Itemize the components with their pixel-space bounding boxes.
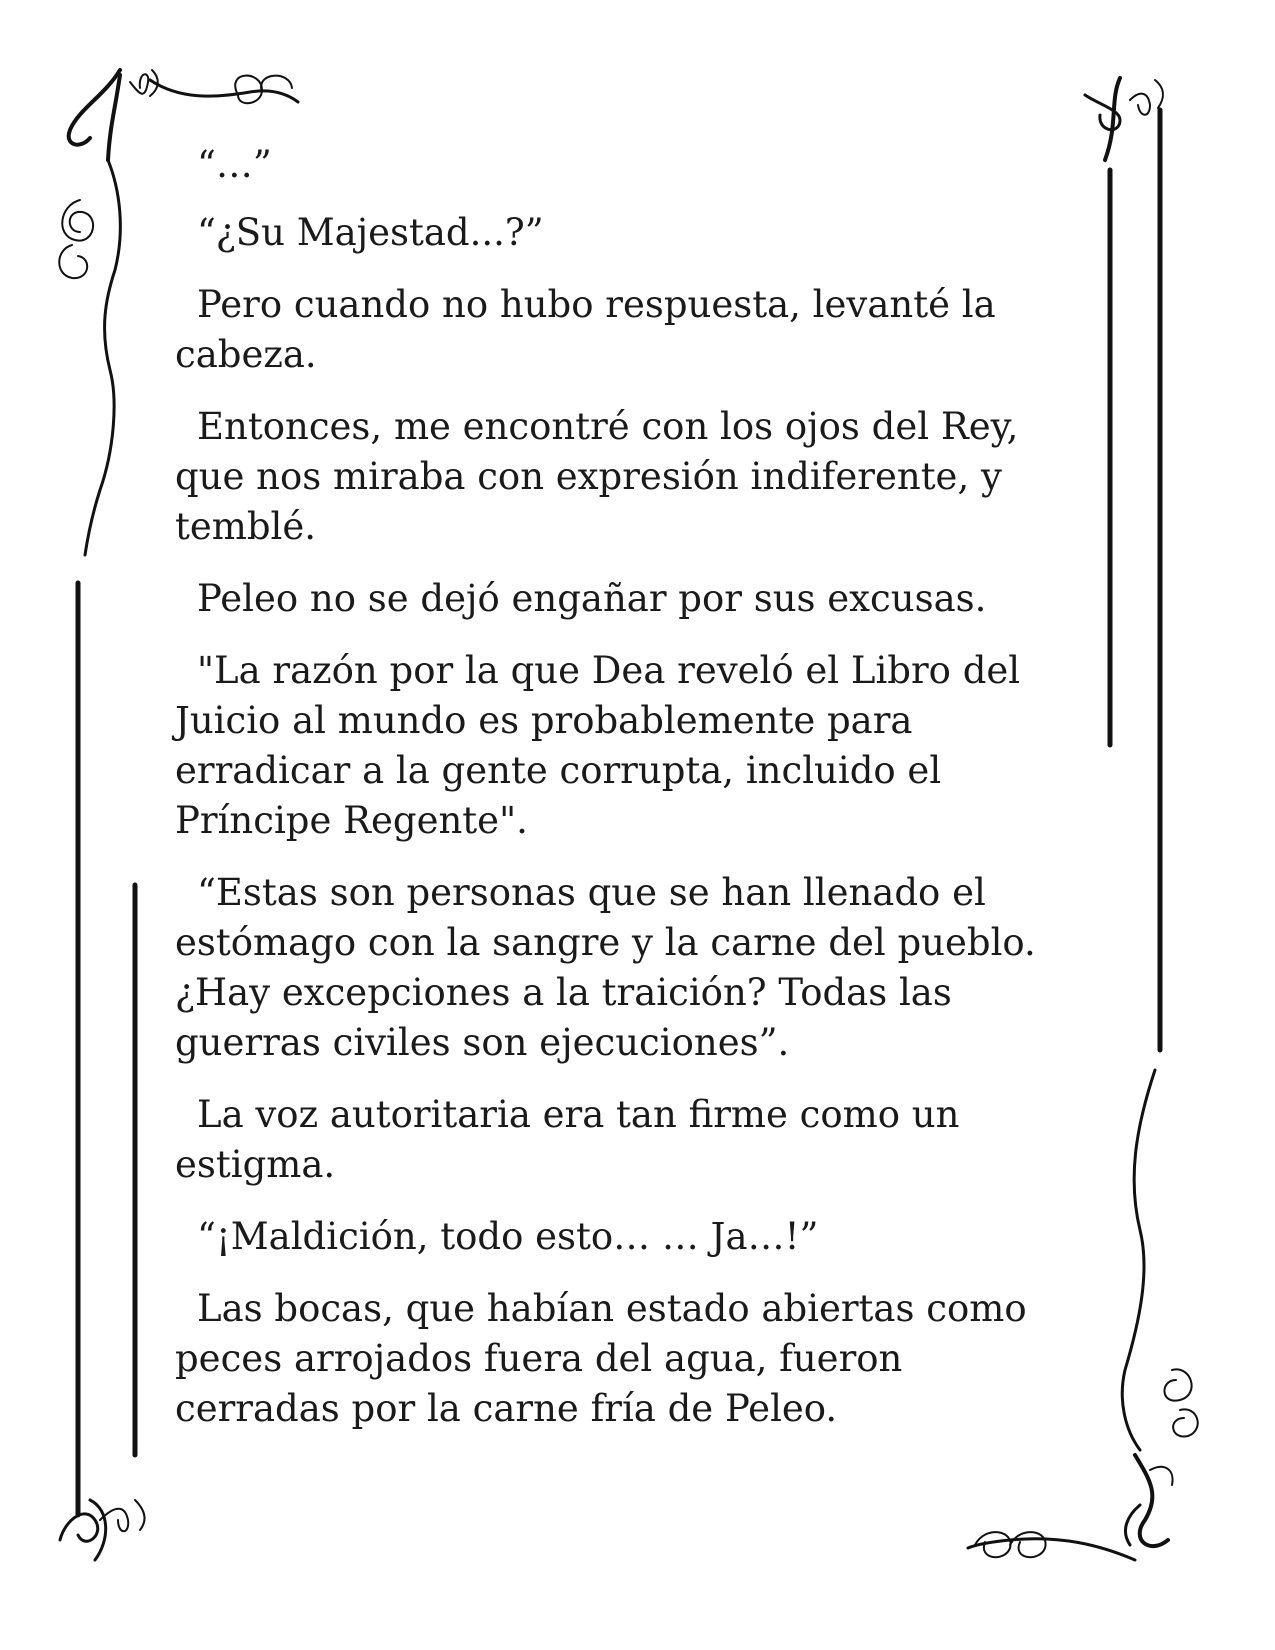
- paragraph: "La razón por la que Dea reveló el Libro del Juicio al mundo es probablemente para erradicar a la gente corrupta, incluido el Príncipe Regente".: [175, 649, 1021, 842]
- paragraph: “¡Maldición, todo esto… … Ja…!”: [197, 1215, 819, 1258]
- paragraph: Las bocas, que habían estado abiertas como peces arrojados fuera del agua, fueron cerradas por la carne fría de Peleo.: [175, 1287, 1027, 1430]
- bottom-left-flourish-icon: [60, 1500, 145, 1560]
- paragraph: “Estas son personas que se han llenado el estómago con la sangre y la carne del pueblo. ¿Hay excepciones a la traición? Todas las guerras civiles son ejecuciones”.: [175, 871, 1036, 1064]
- paragraph: Entonces, me encontré con los ojos del Rey, que nos miraba con expresión indiferente, y temblé.: [175, 405, 1019, 548]
- chapter-text: [175, 140, 1055, 1456]
- paragraph: “…”: [197, 143, 272, 186]
- paragraph: La voz autoritaria era tan firme como un estigma.: [175, 1093, 960, 1186]
- paragraph: Pero cuando no hubo respuesta, levanté la cabeza.: [175, 283, 996, 376]
- paragraph: “¿Su Majestad...?”: [197, 211, 544, 254]
- top-right-flourish-icon: [1085, 78, 1163, 160]
- paragraph: Peleo no se dejó engañar por sus excusas.: [197, 577, 987, 620]
